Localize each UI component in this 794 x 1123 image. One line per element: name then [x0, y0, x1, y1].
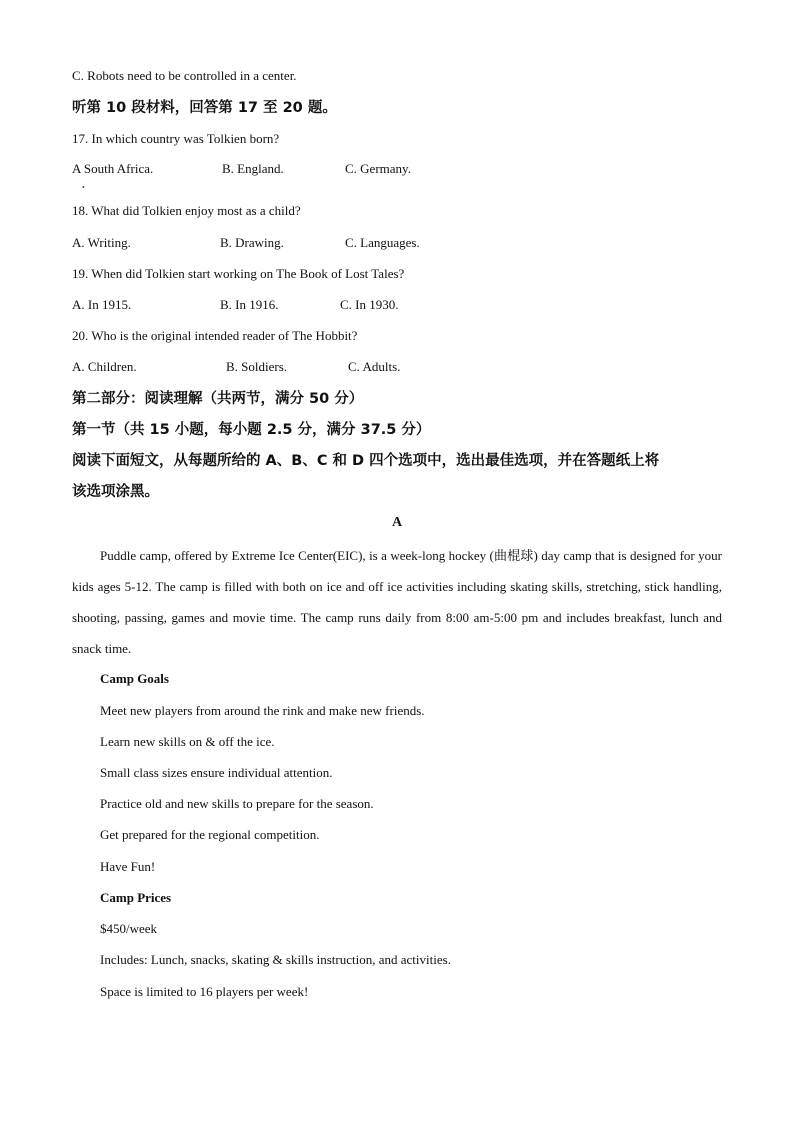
option-b: B. Soldiers. — [226, 359, 288, 374]
price-item: $450/week — [100, 921, 158, 936]
goal-item: Have Fun! — [100, 859, 156, 874]
goal-item: Meet new players from around the rink and make new friends. — [100, 703, 425, 718]
option-a: A South Africa. — [72, 161, 154, 176]
camp-goals-heading: Camp Goals — [100, 671, 169, 686]
section-one-heading: 第一节（共 15 小题，每小题 2.5 分，满分 37.5 分） — [72, 422, 431, 438]
option-a: A. Writing. — [72, 235, 131, 250]
question-18: 18. What did Tolkien enjoy most as a child? — [72, 203, 301, 218]
goal-item: Small class sizes ensure individual attention. — [100, 765, 333, 780]
passage-paragraph: Puddle camp, offered by Extreme Ice Center(EIC), is a week-long hockey (曲棍球) day camp that is designed for your kids ages 5-12. The camp is filled with both on ice and off ice activities including skating skills, stretching, stick handling, shooting, passing, games and movie time. The camp runs daily from 8:00 am-5:00 pm and includes breakfast, lunch and snack time. — [72, 548, 722, 656]
question-19: 19. When did Tolkien start working on The Book of Lost Tales? — [72, 266, 405, 281]
instructions-line-1: 阅读下面短文，从每题所给的 A、B、C 和 D 四个选项中，选出最佳选项，并在答题纸上将 — [72, 453, 660, 469]
stray-mark: • — [82, 183, 85, 192]
instructions-line-2: 该选项涂黑。 — [72, 484, 159, 500]
section-heading-part10: 听第 10 段材料，回答第 17 至 20 题。 — [72, 100, 337, 116]
passage-title: A — [391, 515, 403, 530]
option-c: C. Adults. — [348, 359, 401, 374]
question-20: 20. Who is the original intended reader of The Hobbit? — [72, 328, 358, 343]
prev-option-c: C. Robots need to be controlled in a center. — [72, 68, 297, 83]
option-c: C. Germany. — [345, 161, 411, 176]
goal-item: Get prepared for the regional competition. — [100, 827, 320, 842]
question-17: 17. In which country was Tolkien born? — [72, 131, 280, 146]
goal-item: Practice old and new skills to prepare for the season. — [100, 796, 374, 811]
part-two-heading: 第二部分：阅读理解（共两节，满分 50 分） — [72, 391, 364, 407]
option-c: C. Languages. — [345, 235, 420, 250]
option-b: B. Drawing. — [220, 235, 284, 250]
option-b: B. In 1916. — [220, 297, 279, 312]
goal-item: Learn new skills on & off the ice. — [100, 734, 275, 749]
option-b: B. England. — [222, 161, 284, 176]
option-a: A. Children. — [72, 359, 137, 374]
option-c: C. In 1930. — [340, 297, 399, 312]
price-item: Includes: Lunch, snacks, skating & skills instruction, and activities. — [100, 952, 451, 967]
price-item: Space is limited to 16 players per week! — [100, 984, 309, 999]
camp-prices-heading: Camp Prices — [100, 890, 172, 905]
option-a: A. In 1915. — [72, 297, 132, 312]
passage-intro — [72, 540, 722, 664]
